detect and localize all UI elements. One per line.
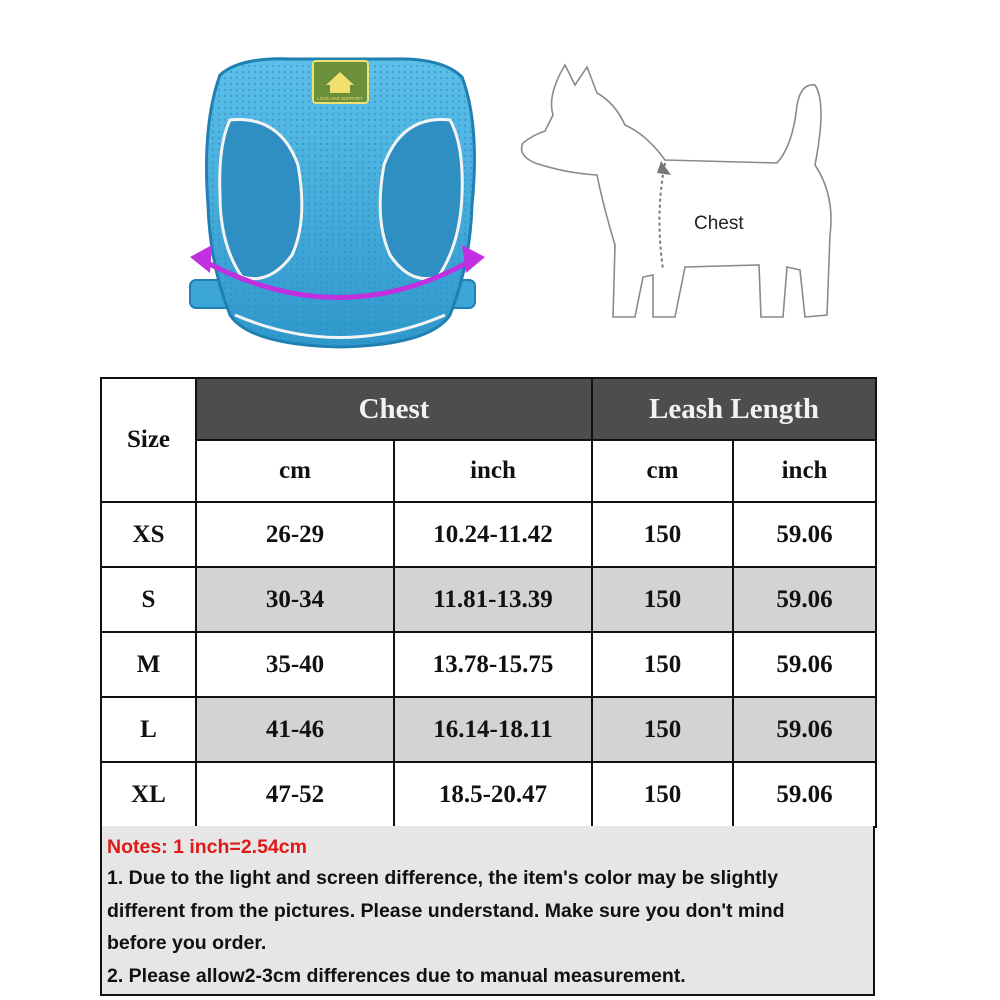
svg-text:LOVE HAS SUPPORT: LOVE HAS SUPPORT [317, 96, 363, 101]
chest-inch-header: inch [394, 440, 592, 502]
harness-image [180, 45, 500, 365]
size-header: Size [101, 378, 196, 502]
chest-cm-cell: 35-40 [196, 632, 394, 697]
chest-cm-header: cm [196, 440, 394, 502]
chest-inch-cell: 18.5-20.47 [394, 762, 592, 827]
leash-cm-cell: 150 [592, 762, 733, 827]
table-row [101, 502, 876, 567]
notes-title: Notes: 1 inch=2.54cm [107, 836, 307, 858]
size-table [100, 377, 877, 828]
chest-cm-cell: 41-46 [196, 697, 394, 762]
dog-outline-image [515, 55, 855, 345]
leash-inch-cell: 59.06 [733, 762, 876, 827]
note-line: different from the pictures. Please understand. Make sure you don't mind [107, 899, 785, 922]
table-row [101, 632, 876, 697]
brand-badge [313, 61, 368, 103]
chest-inch-cell: 13.78-15.75 [394, 632, 592, 697]
size-cell: XS [101, 502, 196, 567]
chest-inch-cell: 10.24-11.42 [394, 502, 592, 567]
table-row [101, 697, 876, 762]
leash-inch-cell: 59.06 [733, 502, 876, 567]
leash-cm-cell: 150 [592, 567, 733, 632]
size-cell: S [101, 567, 196, 632]
leash-inch-cell: 59.06 [733, 697, 876, 762]
note-line: 1. Due to the light and screen difference, the item's color may be slightly [107, 867, 779, 889]
leash-length-header: Leash Length [592, 378, 876, 440]
chest-inch-cell: 16.14-18.11 [394, 697, 592, 762]
leash-cm-cell: 150 [592, 697, 733, 762]
chest-label: Chest [694, 213, 744, 234]
note-line: 2. Please allow2-3cm differences due to manual measurement. [107, 964, 686, 987]
table-row [101, 762, 876, 827]
chest-cm-cell: 26-29 [196, 502, 394, 567]
notes-box [100, 826, 875, 996]
chest-inch-cell: 11.81-13.39 [394, 567, 592, 632]
leash-cm-cell: 150 [592, 502, 733, 567]
leash-cm-header: cm [592, 440, 733, 502]
leash-cm-cell: 150 [592, 632, 733, 697]
leash-inch-cell: 59.06 [733, 567, 876, 632]
note-line: before you order. [107, 932, 267, 954]
size-cell: M [101, 632, 196, 697]
size-cell: XL [101, 762, 196, 827]
chest-cm-cell: 47-52 [196, 762, 394, 827]
chest-header: Chest [196, 378, 592, 440]
dog-silhouette [522, 65, 832, 317]
leash-inch-cell: 59.06 [733, 632, 876, 697]
table-row [101, 567, 876, 632]
chest-cm-cell: 30-34 [196, 567, 394, 632]
leash-inch-header: inch [733, 440, 876, 502]
size-cell: L [101, 697, 196, 762]
